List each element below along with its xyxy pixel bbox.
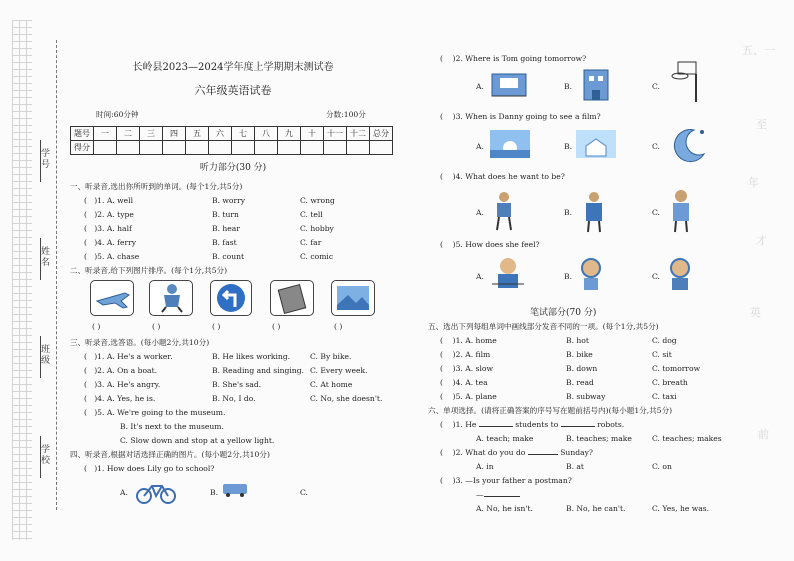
score-table-row: [71, 141, 393, 155]
q1-item-5[interactable]: ( )5. A. chase: [84, 252, 140, 261]
table-cell: 二: [117, 127, 140, 141]
score-cell[interactable]: [347, 141, 370, 155]
cinema-icon: [488, 66, 530, 100]
q3-item-5-c: C. Slow down and stop at a yellow light.: [120, 436, 275, 445]
bleed-text-1: 五、一: [742, 44, 775, 57]
book-icon: [271, 281, 313, 315]
q6-2-option-b[interactable]: B. at: [566, 462, 584, 471]
girl-icon: [576, 256, 606, 292]
picture-icon: [332, 281, 374, 315]
q4-title: 四、听录音,根据对话选择正确的图片。(每小题2分,共10分): [70, 450, 270, 459]
q4-5-option-b[interactable]: B.: [564, 272, 572, 281]
q3-item-3[interactable]: ( )3. A. He's angry.: [84, 380, 161, 389]
sunrise-icon: [490, 130, 530, 158]
q6-1-option-a[interactable]: A. teach; make: [476, 434, 534, 443]
q3-item-4-b: B. No, I do.: [212, 394, 256, 403]
school-label: 学校: [39, 444, 49, 466]
q1-item-4-b: B. fast: [212, 238, 237, 247]
q4-4-option-a[interactable]: A.: [476, 208, 484, 217]
q1-item-1[interactable]: ( )1. A. well: [84, 196, 134, 205]
q3-item-3-c: C. At home: [310, 380, 353, 389]
picture-picture: [331, 280, 375, 316]
score-cell[interactable]: [301, 141, 324, 155]
score-cell[interactable]: [186, 141, 209, 155]
q6-item-2[interactable]: ( )2. What do you do Sunday?: [440, 448, 593, 457]
q6-item-1[interactable]: ( )1. He students to robots.: [440, 420, 625, 429]
turn-left-sign-picture: [210, 280, 252, 316]
q5-item-5-c: C. taxi: [652, 392, 677, 401]
q2-answer-1[interactable]: ( ): [92, 322, 101, 331]
q4-5-option-a[interactable]: A.: [476, 272, 484, 281]
worker-icon: [664, 188, 698, 234]
exam-title: 长岭县2023—2024学年度上学期期末测试卷: [132, 62, 334, 73]
q5-item-4-c: C. breath: [652, 378, 688, 387]
q4-1-option-c[interactable]: C.: [300, 488, 308, 497]
score-cell[interactable]: [94, 141, 117, 155]
q5-item-1[interactable]: ( )1. A. home: [440, 336, 497, 345]
skater-picture: [149, 280, 193, 316]
q5-item-2-c: C. sit: [652, 350, 672, 359]
bleed-text-3: 年: [748, 176, 759, 189]
q6-3-option-a[interactable]: A. No, he isn't.: [476, 504, 533, 513]
bleed-text-4: 才: [756, 234, 767, 247]
sad-child-icon: [488, 254, 528, 294]
q1-item-1-c: C. wrong: [300, 196, 335, 205]
q3-item-4[interactable]: ( )4. A. Yes, he is.: [84, 394, 156, 403]
q4-4-option-c[interactable]: C.: [652, 208, 660, 217]
q4-item-4[interactable]: ( )4. What does he want to be?: [440, 172, 565, 181]
q4-4-option-b[interactable]: B.: [564, 208, 572, 217]
q5-item-2-b: B. bike: [566, 350, 593, 359]
q5-item-3[interactable]: ( )3. A. slow: [440, 364, 493, 373]
q1-item-2[interactable]: ( )2. A. type: [84, 210, 134, 219]
q1-item-4[interactable]: ( )4. A. ferry: [84, 238, 137, 247]
q1-title: 一、听录音,选出你所听到的单词。(每个1分,共5分): [70, 182, 243, 191]
plane-picture: [90, 280, 134, 316]
time-limit: 时间:60分钟: [96, 110, 139, 119]
q5-item-4-b: B. read: [566, 378, 594, 387]
q4-1-option-a[interactable]: A.: [120, 488, 128, 497]
q3-item-2-c: C. Every week.: [310, 366, 368, 375]
q4-item-1[interactable]: ( )1. How does Lily go to school?: [84, 464, 215, 473]
q1-item-5-c: C. comic: [300, 252, 334, 261]
binding-line: [56, 40, 57, 510]
q1-item-2-c: C. tell: [300, 210, 323, 219]
q5-item-2[interactable]: ( )2. A. film: [440, 350, 491, 359]
q6-item-3[interactable]: ( )3. —Is your father a postman?: [440, 476, 572, 485]
q4-5-option-c[interactable]: C.: [652, 272, 660, 281]
q2-title: 二、听录音,给下列图片排序。(每个1分,共5分): [70, 266, 228, 275]
basketball-hoop-icon: [664, 60, 700, 104]
scientist-icon: [578, 190, 610, 234]
score-cell[interactable]: [255, 141, 278, 155]
table-cell: 三: [140, 127, 163, 141]
class-label: 班级: [39, 344, 49, 366]
q3-item-1[interactable]: ( )1. A. He's a worker.: [84, 352, 173, 361]
table-cell: 总分: [370, 127, 393, 141]
bicycle-icon: [134, 478, 178, 506]
score-table: [70, 126, 393, 155]
q4-2-option-a[interactable]: A.: [476, 82, 484, 91]
q5-item-4[interactable]: ( )4. A. tea: [440, 378, 488, 387]
q4-1-option-b[interactable]: B.: [210, 488, 218, 497]
q4-2-option-b[interactable]: B.: [564, 82, 572, 91]
score-cell[interactable]: [117, 141, 140, 155]
writing-heading: 笔试部分(70 分): [530, 308, 597, 318]
table-cell: 五: [186, 127, 209, 141]
q4-2-option-c[interactable]: C.: [652, 82, 660, 91]
score-cell[interactable]: [209, 141, 232, 155]
moon-night-icon: [666, 124, 710, 166]
q6-3-option-b[interactable]: B. No, he can't.: [566, 504, 626, 513]
q6-2-blank[interactable]: [528, 454, 558, 455]
q3-item-1-c: C. By bike.: [310, 352, 352, 361]
number-label: 学号: [39, 148, 49, 170]
building-icon: [578, 62, 614, 102]
score-cell[interactable]: [324, 141, 347, 155]
happy-child-icon: [664, 256, 696, 292]
exam-subtitle: 六年级英语试卷: [194, 84, 272, 97]
q3-title: 三、听录音,选答语。(每小题2分,共10分): [70, 338, 210, 347]
q6-2-option-a[interactable]: A. in: [476, 462, 494, 471]
q5-item-1-c: C. dog: [652, 336, 677, 345]
q4-item-5[interactable]: ( )5. How does she feel?: [440, 240, 540, 249]
bleed-text-6: 前: [758, 428, 769, 441]
q5-title: 五、选出下列每组单词中画线部分发音不同的一项。(每个1分,共5分): [428, 322, 659, 331]
table-cell: 七: [232, 127, 255, 141]
score-cell[interactable]: [370, 141, 393, 155]
q4-3-option-a[interactable]: A.: [476, 142, 484, 151]
q3-item-1-b: B. He likes working.: [212, 352, 291, 361]
score-cell[interactable]: [232, 141, 255, 155]
q2-answer-3[interactable]: ( ): [212, 322, 221, 331]
q5-item-1-b: B. hot: [566, 336, 589, 345]
q3-item-4-c: C. No, she doesn't.: [310, 394, 383, 403]
score-table-header: [71, 127, 393, 141]
q1-item-3-b: B. hear: [212, 224, 240, 233]
table-cell: 六: [209, 127, 232, 141]
football-player-icon: [488, 190, 520, 234]
score-cell[interactable]: [140, 141, 163, 155]
book-picture: [270, 280, 314, 316]
table-cell: 得分: [71, 141, 94, 155]
q2-answer-5[interactable]: ( ): [334, 322, 343, 331]
q6-1-blank-1[interactable]: [479, 426, 513, 427]
table-cell: 八: [255, 127, 278, 141]
table-cell: 题号: [71, 127, 94, 141]
q5-item-3-c: C. tomorrow: [652, 364, 701, 373]
table-cell: 十一: [324, 127, 347, 141]
q2-answer-2[interactable]: ( ): [152, 322, 161, 331]
q3-item-2[interactable]: ( )2. A. On a boat.: [84, 366, 158, 375]
grid-margin: [12, 20, 32, 540]
bleed-text-2: 至: [756, 118, 767, 131]
q6-1-option-b[interactable]: B. teaches; make: [566, 434, 632, 443]
score-cell[interactable]: [163, 141, 186, 155]
q1-item-5-b: B. count: [212, 252, 245, 261]
q3-item-5[interactable]: ( )5. A. We're going to the museum.: [84, 408, 226, 417]
skater-icon: [150, 281, 192, 315]
q6-1-option-c[interactable]: C. teaches; makes: [652, 434, 722, 443]
q2-answer-4[interactable]: ( ): [272, 322, 281, 331]
q1-item-4-c: C. far: [300, 238, 322, 247]
q1-item-1-b: B. worry: [212, 196, 246, 205]
q4-3-option-b[interactable]: B.: [564, 142, 572, 151]
q6-title: 六、单项选择。(请将正确答案的序号写在题前括号内)(每小题1分,共5分): [428, 406, 673, 415]
table-cell: 十二: [347, 127, 370, 141]
table-cell: 四: [163, 127, 186, 141]
bleed-text-5: 英: [750, 306, 761, 319]
q6-3-option-c[interactable]: C. Yes, he was.: [652, 504, 710, 513]
q1-item-2-b: B. turn: [212, 210, 239, 219]
score-cell[interactable]: [278, 141, 301, 155]
bus-icon: [222, 482, 248, 498]
q5-item-5-b: B. subway: [566, 392, 606, 401]
table-cell: 九: [278, 127, 301, 141]
q1-item-3-c: C. hobby: [300, 224, 334, 233]
total-score: 分数:100分: [326, 110, 366, 119]
q4-item-3[interactable]: ( )3. When is Danny going to see a film?: [440, 112, 601, 121]
q5-item-5[interactable]: ( )5. A. plane: [440, 392, 497, 401]
q1-item-3[interactable]: ( )3. A. half: [84, 224, 132, 233]
turn-left-sign-icon: [211, 281, 251, 315]
table-cell: 一: [94, 127, 117, 141]
listening-heading: 听力部分(30 分): [199, 163, 267, 173]
q3-item-2-b: B. Reading and singing.: [212, 366, 304, 375]
name-label: 姓名: [39, 246, 49, 268]
q3-item-5-b: B. It's next to the museum.: [120, 422, 224, 431]
table-cell: 十: [301, 127, 324, 141]
plane-icon: [91, 281, 133, 315]
house-noon-icon: [576, 130, 616, 158]
q6-3-answer-line[interactable]: —: [476, 490, 520, 500]
q6-1-blank-2[interactable]: [561, 426, 595, 427]
q3-item-3-b: B. She's sad.: [212, 380, 262, 389]
q6-2-option-c[interactable]: C. on: [652, 462, 672, 471]
q4-item-2[interactable]: ( )2. Where is Tom going tomorrow?: [440, 54, 587, 63]
q4-3-option-c[interactable]: C.: [652, 142, 660, 151]
q5-item-3-b: B. down: [566, 364, 598, 373]
